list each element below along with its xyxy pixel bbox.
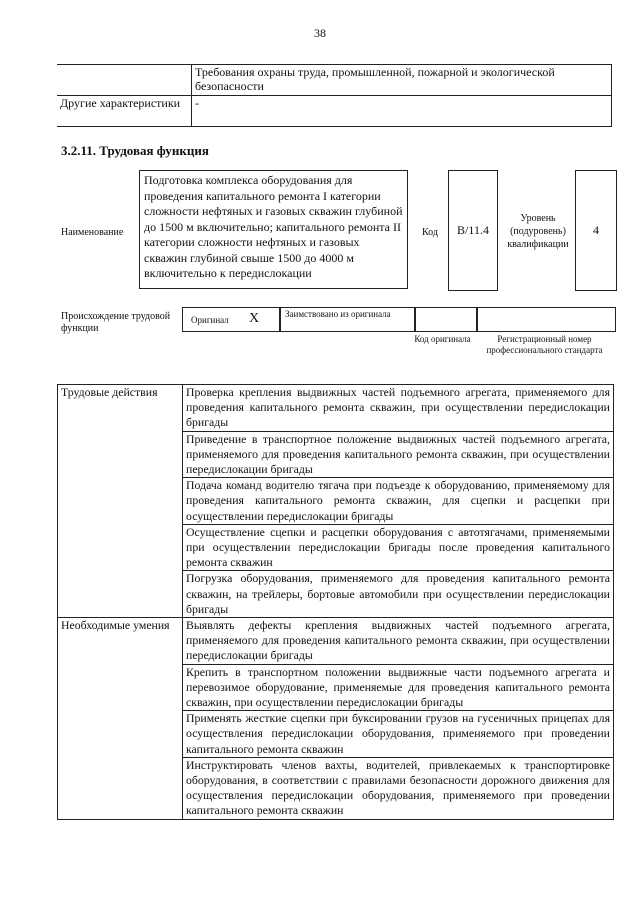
borrowed-label: Заимствовано из оригинала xyxy=(285,309,391,319)
origin-label: Происхождение трудовой функции xyxy=(61,311,171,334)
group-label: Трудовые действия xyxy=(58,385,183,618)
name-label: Наименование xyxy=(61,227,124,238)
reg-number-cell xyxy=(477,307,616,332)
table-cell: Проверка крепления выдвижных частей подъемного агрегата, применяемого для проведения капитального ремонта скважин, при осуществлении передислокации бригады xyxy=(183,385,614,432)
table-cell: Приведение в транспортное положение выдвижных частей подъемного агрегата, применяемого для проведения капитального ремонта скважин, при осуществлении передислокации бригады xyxy=(183,431,614,478)
page-number: 38 xyxy=(314,26,326,40)
row-value: - xyxy=(192,96,612,127)
table-cell: Подача команд водителю тягача при подъезде к оборудованию, применяемому для проведения капитального ремонта скважин, для сцепки и расцепки при осуществлении передислокации бригады xyxy=(183,478,614,525)
row-label: Другие характеристики xyxy=(57,96,192,127)
table-cell: Осуществление сцепки и расцепки оборудования с автотягачами, применяемыми при осуществлении передислокации бригады после проведения капитального ремонта скважин xyxy=(183,524,614,571)
original-label: Оригинал xyxy=(191,315,229,325)
code-label: Код xyxy=(422,227,438,238)
code-original-cell xyxy=(415,307,477,332)
origin-row xyxy=(182,307,616,332)
original-cell xyxy=(182,307,280,332)
top-characteristics-table xyxy=(57,64,612,127)
qualification-level-value: 4 xyxy=(575,170,617,291)
qualification-level-label: Уровень (подуровень) квалификации xyxy=(507,213,569,250)
section-title: 3.2.11. Трудовая функция xyxy=(61,143,209,158)
table-row xyxy=(57,96,612,127)
table-row xyxy=(58,618,614,665)
reg-number-label: Регистрационный номер профессионального стандарта xyxy=(486,334,603,355)
code-value: В/11.4 xyxy=(448,170,498,291)
borrowed-cell xyxy=(280,307,415,332)
table-cell: Инструктировать членов вахты, водителей, привлекаемых к транспортировке оборудования, в соответствии с правилами безопасности дорожного движения для осуществления передислокации оборудования, применяемого при проведении капитального ремонта скважин xyxy=(183,757,614,819)
row-value: Требования охраны труда, промышленной, пожарной и экологической безопасности xyxy=(192,65,612,96)
code-original-label: Код оригинала xyxy=(414,334,471,344)
table-cell: Выявлять дефекты крепления выдвижных частей подъемного агрегата, применяемого для проведения капитального ремонта скважин, при осуществлении передислокации бригады xyxy=(183,618,614,665)
original-mark: X xyxy=(249,311,260,326)
table-cell: Применять жесткие сцепки при буксировании грузов на гусеничных прицепах для осуществления передислокации оборудования, применяемого при проведении капитального ремонта скважин xyxy=(183,711,614,758)
group-label: Необходимые умения xyxy=(58,618,183,820)
row-label xyxy=(57,65,192,96)
table-row xyxy=(58,385,614,432)
table-cell: Погрузка оборудования, применяемого для проведения капитального ремонта скважин, на трейлеры, бортовые автомобили при осуществлении передислокации бригады xyxy=(183,571,614,618)
table-cell: Крепить в транспортном положении выдвижные части подъемного агрегата и перевозимое оборудование, применяемые для проведения капитального ремонта скважин, при осуществлении передислокации бригады xyxy=(183,664,614,711)
labor-function-table xyxy=(57,384,614,820)
table-row xyxy=(57,65,612,96)
function-name-box: Подготовка комплекса оборудования для проведения капитального ремонта I категории сложности нефтяных и газовых скважин глубиной до 1500 м включительно; капитального ремонта II категории сложности нефтяных и газовых скважин глубиной свыше 1500 до 4000 м включительно к передислокации xyxy=(139,170,408,289)
